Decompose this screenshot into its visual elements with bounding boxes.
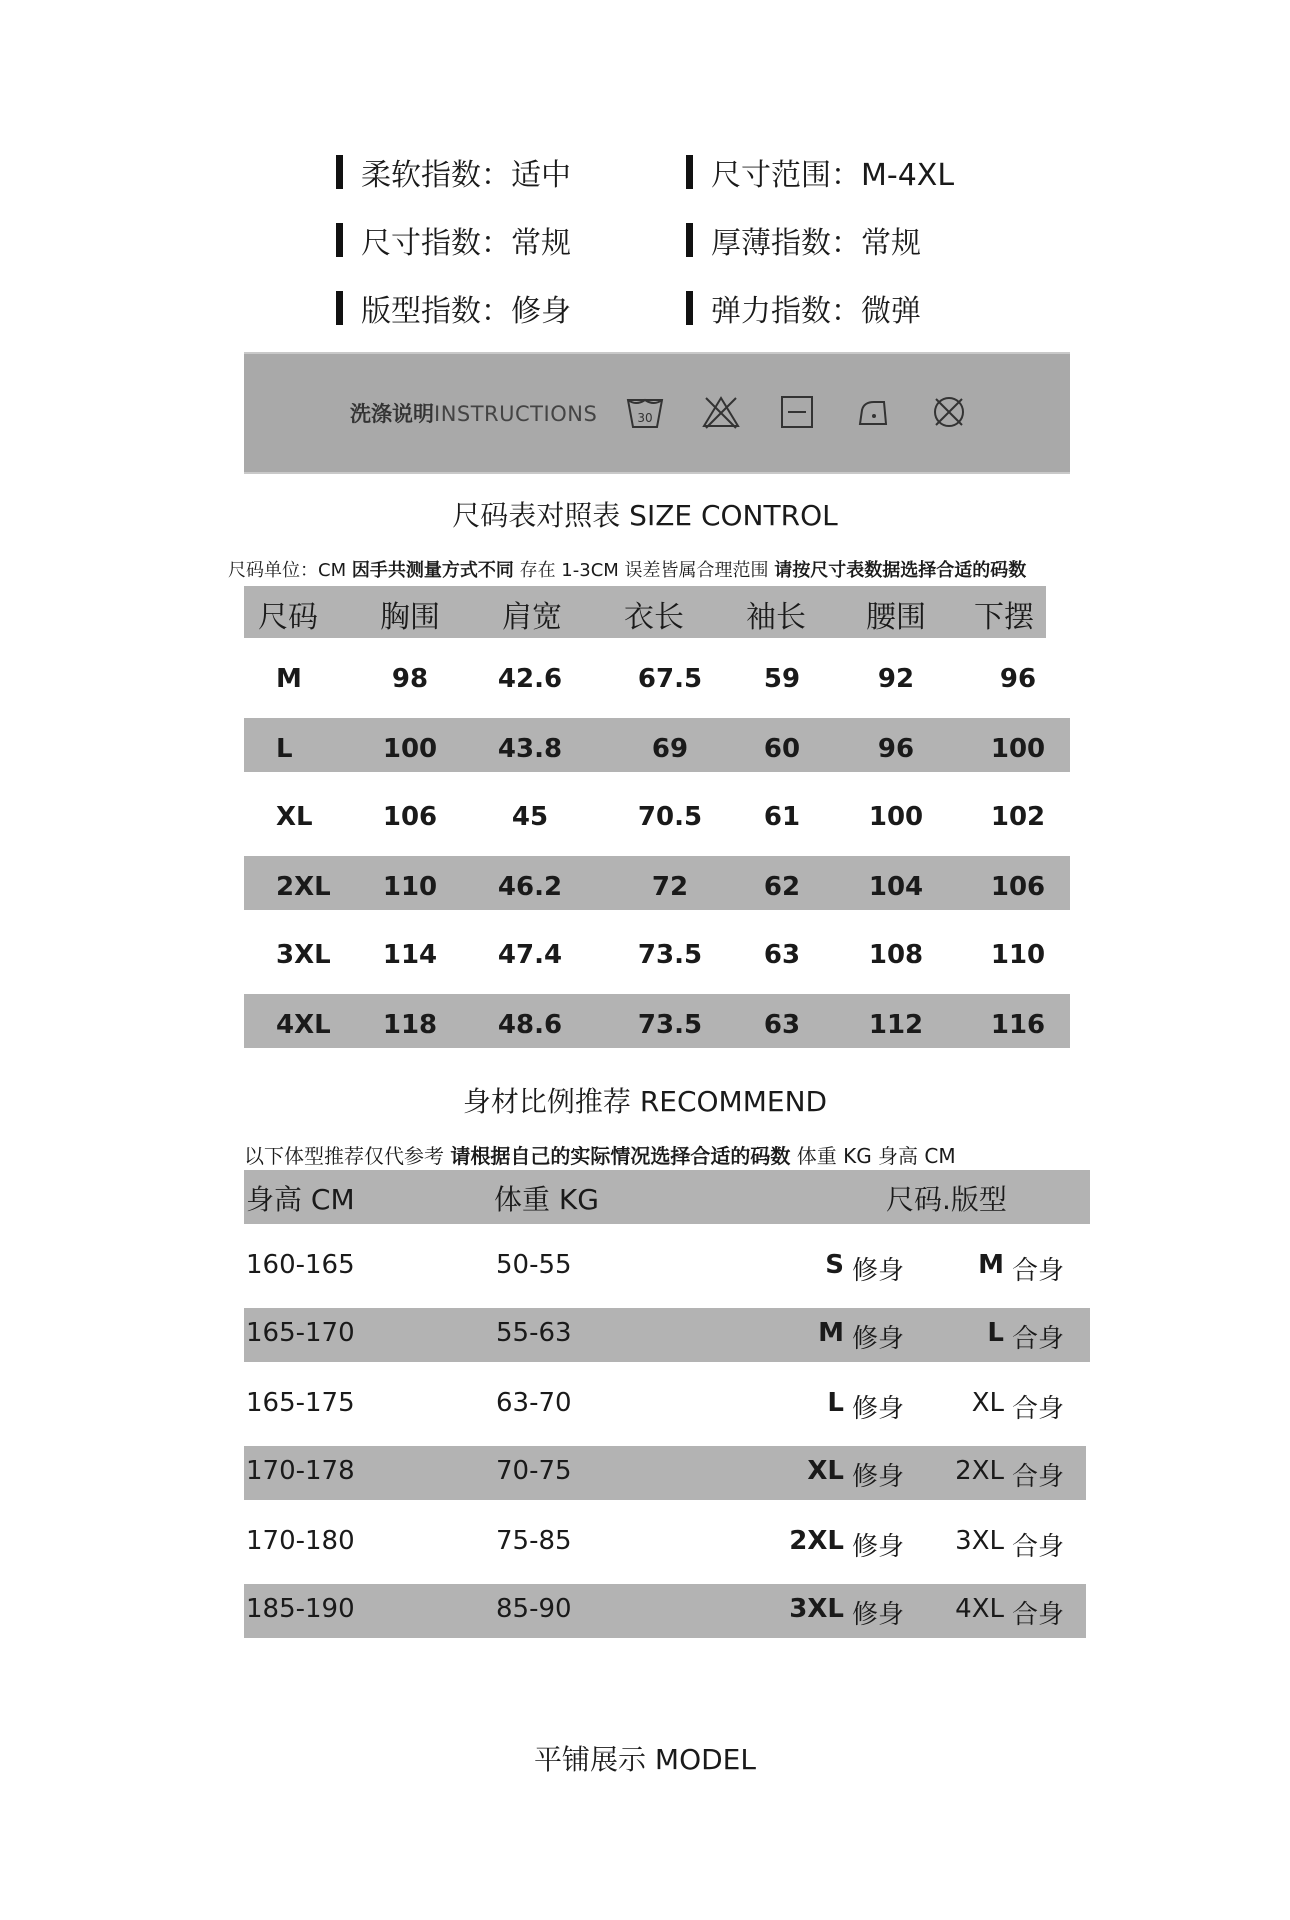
size-table-cell: 96 (877, 734, 915, 764)
size-table-cell: 92 (877, 664, 915, 694)
attr-label: 弹力指数：微弹 (711, 294, 921, 329)
size-table-cell: 110 (990, 940, 1046, 970)
rec-size2-cell: 4XL (955, 1594, 1004, 1624)
rec-weight-cell: 75-85 (496, 1526, 572, 1556)
wash-30-icon (626, 394, 664, 430)
recommend-title: 身材比例推荐 RECOMMEND (462, 1085, 828, 1118)
size-table-size-cell: 2XL (276, 872, 331, 902)
rec-size1-cell: S (825, 1250, 844, 1280)
rec-fit1-cell: 修身 (852, 1394, 905, 1424)
size-table-size-cell: L (276, 734, 293, 764)
size-table-cell: 43.8 (497, 734, 563, 764)
rec-fit2-cell: 合身 (1012, 1324, 1065, 1354)
attr-label: 厚薄指数：常规 (711, 226, 921, 261)
rec-size2-cell: XL (971, 1388, 1004, 1418)
rec-height-cell: 185-190 (246, 1594, 355, 1624)
size-table-cell: 69 (651, 734, 689, 764)
rec-fit2-cell: 合身 (1012, 1532, 1065, 1562)
size-table-cell: 116 (990, 1010, 1046, 1040)
rec-fit2-cell: 合身 (1012, 1394, 1065, 1424)
attr-elasticity (686, 286, 921, 330)
size-table-cell: 63 (763, 940, 801, 970)
attr-softness (336, 150, 571, 194)
rec-size2-cell: L (987, 1318, 1004, 1348)
note-suffix: 体重 KG 身高 CM (796, 1144, 956, 1168)
size-table-cell: 72 (651, 872, 689, 902)
size-table-cell: 73.5 (637, 940, 703, 970)
size-header-size: 尺码 (258, 600, 318, 635)
size-table-cell: 100 (382, 734, 438, 764)
rec-size1-cell: XL (807, 1456, 844, 1486)
model-title: 平铺展示 MODEL (534, 1743, 756, 1776)
attr-label: 柔软指数：适中 (361, 158, 571, 193)
wash-title-en: INSTRUCTIONS (434, 402, 598, 426)
wash-temp: 30 (637, 411, 653, 425)
bullet-bar (686, 155, 693, 189)
size-table-cell: 61 (763, 802, 801, 832)
note-mid: 存在 1-3CM 误差皆属合理范围 (519, 560, 769, 581)
note-bold: 因手共测量方式不同 (351, 560, 514, 581)
attr-label: 尺寸范围：M-4XL (711, 158, 955, 193)
rec-size1-cell: M (818, 1318, 844, 1348)
size-table-size-cell: 4XL (276, 1010, 331, 1040)
size-table-cell: 48.6 (497, 1010, 563, 1040)
note-prefix: 尺码单位：CM (228, 560, 347, 581)
size-table-cell: 108 (868, 940, 924, 970)
rec-height-cell: 165-175 (246, 1388, 355, 1418)
size-table-cell: 46.2 (497, 872, 563, 902)
size-table-cell: 102 (990, 802, 1046, 832)
rec-fit1-cell: 修身 (852, 1462, 905, 1492)
wash-title (350, 398, 597, 428)
size-table-cell: 100 (868, 802, 924, 832)
rec-size1-cell: 3XL (789, 1594, 844, 1624)
size-table-cell: 100 (990, 734, 1046, 764)
no-bleach-icon (702, 394, 740, 430)
size-table-cell: 98 (391, 664, 429, 694)
size-table-cell: 106 (382, 802, 438, 832)
size-table-cell: 67.5 (637, 664, 703, 694)
bullet-bar (336, 291, 343, 325)
size-header-hem: 下摆 (974, 600, 1034, 635)
size-table-cell: 70.5 (637, 802, 703, 832)
size-table-cell: 73.5 (637, 1010, 703, 1040)
rec-height-cell: 165-170 (246, 1318, 355, 1348)
bullet-bar (336, 223, 343, 257)
size-header-length: 衣长 (624, 600, 684, 635)
size-table-cell: 118 (382, 1010, 438, 1040)
size-table-cell: 45 (511, 802, 549, 832)
rec-fit1-cell: 修身 (852, 1600, 905, 1630)
size-table-cell: 47.4 (497, 940, 563, 970)
note-prefix: 以下体型推荐仅代参考 (244, 1144, 444, 1168)
rec-header-size-fit: 尺码.版型 (886, 1183, 1007, 1216)
rec-fit2-cell: 合身 (1012, 1600, 1065, 1630)
size-table-cell: 96 (999, 664, 1037, 694)
note-bold: 请按尺寸表数据选择合适的码数 (774, 560, 1027, 581)
rec-size1-cell: 2XL (789, 1526, 844, 1556)
size-table-cell: 59 (763, 664, 801, 694)
rec-height-cell: 160-165 (246, 1250, 355, 1280)
rec-size2-cell: 2XL (955, 1456, 1004, 1486)
size-table-size-cell: XL (276, 802, 313, 832)
size-table-cell: 106 (990, 872, 1046, 902)
size-header-chest: 胸围 (380, 600, 440, 635)
bullet-bar (336, 155, 343, 189)
size-table-title: 尺码表对照表 SIZE CONTROL (452, 499, 838, 532)
wash-instructions-band (244, 352, 1070, 474)
rec-weight-cell: 63-70 (496, 1388, 572, 1418)
rec-weight-cell: 55-63 (496, 1318, 572, 1348)
rec-weight-cell: 85-90 (496, 1594, 572, 1624)
size-table-size-cell: M (276, 664, 302, 694)
size-table-cell: 60 (763, 734, 801, 764)
size-table-note (228, 556, 1026, 582)
rec-weight-cell: 70-75 (496, 1456, 572, 1486)
size-header-shoulder: 肩宽 (502, 600, 562, 635)
rec-size2-cell: 3XL (955, 1526, 1004, 1556)
size-table-cell: 104 (868, 872, 924, 902)
rec-weight-cell: 50-55 (496, 1250, 572, 1280)
bullet-bar (686, 223, 693, 257)
rec-header-height: 身高 CM (246, 1183, 355, 1216)
rec-fit1-cell: 修身 (852, 1324, 905, 1354)
attr-label: 尺寸指数：常规 (361, 226, 571, 261)
rec-fit2-cell: 合身 (1012, 1256, 1065, 1286)
size-table-cell: 112 (868, 1010, 924, 1040)
rec-fit1-cell: 修身 (852, 1532, 905, 1562)
size-table-cell: 42.6 (497, 664, 563, 694)
rec-size1-cell: L (827, 1388, 844, 1418)
rec-header-weight: 体重 KG (494, 1183, 599, 1216)
attr-size-range (686, 150, 954, 194)
rec-fit2-cell: 合身 (1012, 1462, 1065, 1492)
size-table-cell: 63 (763, 1010, 801, 1040)
attr-label: 版型指数：修身 (361, 294, 571, 329)
iron-low-icon (854, 394, 892, 430)
attr-size-index (336, 218, 571, 262)
size-table-size-cell: 3XL (276, 940, 331, 970)
attr-thickness (686, 218, 921, 262)
attr-fit (336, 286, 571, 330)
wash-title-cn: 洗涤说明 (350, 402, 434, 426)
size-table-cell: 110 (382, 872, 438, 902)
rec-size2-cell: M (978, 1250, 1004, 1280)
rec-fit1-cell: 修身 (852, 1256, 905, 1286)
note-bold: 请根据自己的实际情况选择合适的码数 (450, 1144, 791, 1168)
recommend-note (244, 1140, 956, 1169)
size-table-cell: 114 (382, 940, 438, 970)
size-header-sleeve: 袖长 (746, 600, 806, 635)
rec-height-cell: 170-180 (246, 1526, 355, 1556)
size-table-cell: 62 (763, 872, 801, 902)
no-dry-clean-icon (930, 394, 968, 430)
bullet-bar (686, 291, 693, 325)
dry-flat-icon (778, 394, 816, 430)
rec-height-cell: 170-178 (246, 1456, 355, 1486)
size-header-waist: 腰围 (866, 600, 926, 635)
